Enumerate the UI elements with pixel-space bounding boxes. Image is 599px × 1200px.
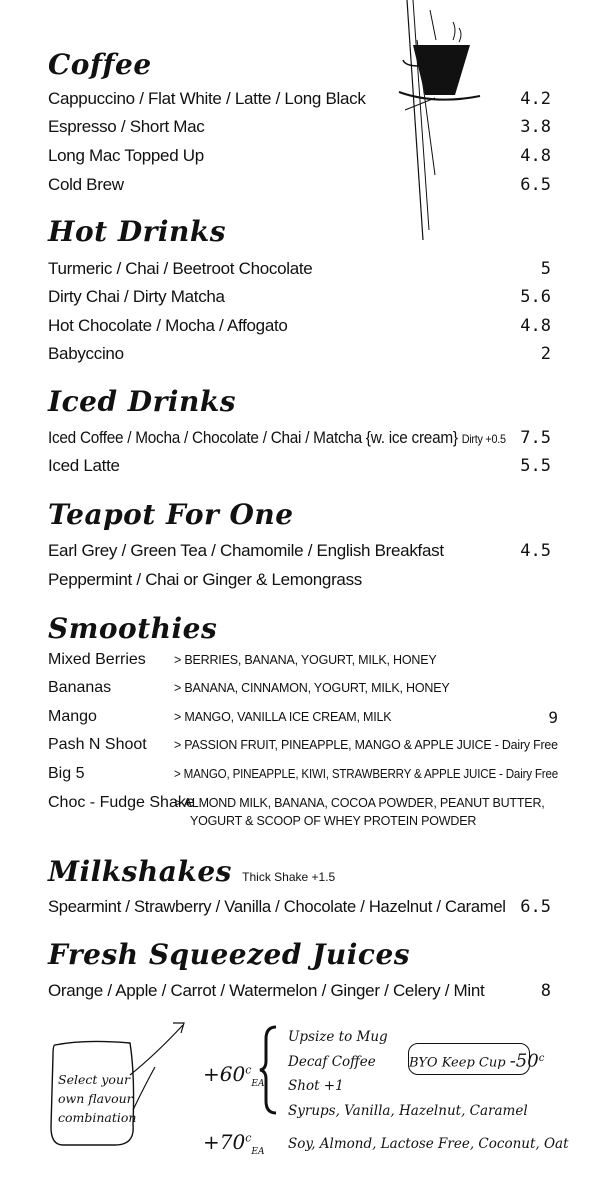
bubble-text [58,1070,136,1127]
item-price: 4.8 [520,316,551,336]
section-title-smoothies: Smoothies [48,612,218,645]
item-name: Long Mac Topped Up [48,146,204,165]
smoothie-item [48,765,558,789]
bubble-line: combination [58,1110,137,1125]
item-name: Hot Chocolate / Mocha / Affogato [48,316,288,335]
price-70-cents: c [245,1131,252,1145]
list-70: Soy, Almond, Lactose Free, Coconut, Oat [288,1136,569,1152]
item-price: 3.8 [520,117,551,137]
item-name: Mango [48,708,97,725]
item-price: 7.5 [520,428,551,448]
item-name: Bananas [48,679,112,696]
item-desc: > MANGO, VANILLA ICE CREAM, MILK [174,710,392,724]
menu-item [48,344,551,370]
price-60-value: +60 [203,1062,246,1086]
item-price: 4.2 [520,89,551,109]
section-title-hot-drinks: Hot Drinks [48,215,227,248]
price-70-value: +70 [203,1130,246,1154]
item-price: 6.5 [520,897,551,917]
menu-item [48,175,551,201]
smoothie-item [48,736,558,760]
menu-item [48,259,551,285]
item-name: Pash N Shoot [48,736,147,753]
price-60-each: EA [251,1079,265,1089]
item-name: Earl Grey / Green Tea / Chamomile / English Breakfast [48,541,444,560]
section-title-teapot: Teapot For One [48,498,294,531]
price-70 [203,1130,264,1157]
milkshakes-note: Thick Shake +1.5 [242,870,336,884]
list-60-item: Syrups, Vanilla, Hazelnut, Caramel [288,1102,528,1119]
price-60-cents: c [245,1063,252,1077]
smoothie-item [48,794,558,838]
item-price: 5.5 [520,456,551,476]
item-name: Cappuccino / Flat White / Latte / Long Black [48,89,366,108]
list-60-item: Shot +1 [288,1078,344,1094]
smoothie-item [48,708,558,732]
item-name: Mixed Berries [48,651,146,668]
item-name: Orange / Apple / Carrot / Watermelon / Ginger / Celery / Mint [48,981,485,1000]
item-name: Big 5 [48,765,85,782]
menu-item [48,146,551,172]
menu-item [48,570,551,596]
item-desc-line-2: YOGURT & SCOOP OF WHEY PROTEIN POWDER [190,814,477,828]
item-name: Cold Brew [48,175,124,194]
byo-label: BYO Keep Cup [409,1055,506,1071]
item-desc: > MANGO, PINEAPPLE, KIWI, STRAWBERRY & APPLE JUICE - Dairy Free [174,767,559,781]
menu-item [48,316,551,342]
item-price: 6.5 [520,175,551,195]
item-price: 8 [540,981,551,1001]
menu-item [48,428,551,454]
milkshakes-title: Milkshakes [48,855,232,888]
menu-item [48,117,551,143]
item-desc: > ALMOND MILK, BANANA, COCOA POWDER, PEANUT BUTTER, [174,796,545,810]
brace-icon [258,1025,280,1115]
byo-cents: c [538,1053,545,1064]
bubble-line: Select your [58,1072,130,1087]
menu-item [48,287,551,313]
item-name: Babyccino [48,344,124,363]
item-name: Choc - Fudge Shake [48,794,195,811]
item-price: 4.5 [520,541,551,561]
item-desc: > PASSION FRUIT, PINEAPPLE, MANGO & APPLE JUICE - Dairy Free [174,738,558,752]
list-60-item: Decaf Coffee [288,1053,376,1070]
item-price: 2 [540,344,551,364]
item-price: 5.6 [520,287,551,307]
section-title-milkshakes [48,855,335,888]
byo-keep-cup-box [408,1043,545,1075]
item-price: 5 [540,259,551,279]
price-60 [203,1062,264,1089]
menu-item [48,541,551,567]
item-name: Peppermint / Chai or Ginger & Lemongrass [48,570,362,589]
menu-item [48,897,551,923]
price-70-each: EA [251,1147,265,1157]
item-note: Dirty +0.5 [461,432,506,446]
item-name-text: Iced Coffee / Mocha / Chocolate / Chai / Matcha {w. ice cream} [48,428,458,447]
smoothies-price: 9 [548,708,558,727]
smoothie-item [48,651,558,675]
item-name [48,428,506,448]
section-title-iced-drinks: Iced Drinks [48,385,236,418]
menu-item [48,456,551,482]
item-name: Turmeric / Chai / Beetroot Chocolate [48,259,313,278]
list-60-item: Upsize to Mug [288,1029,388,1045]
menu-item [48,89,551,115]
bubble-line: own flavour [58,1091,133,1106]
item-name: Espresso / Short Mac [48,117,205,136]
smoothie-item [48,679,558,703]
byo-price: -50 [509,1050,539,1072]
menu-item [48,981,551,1007]
item-name: Spearmint / Strawberry / Vanilla / Chocolate / Hazelnut / Caramel [48,897,506,916]
section-title-juices: Fresh Squeezed Juices [48,938,411,971]
item-desc: > BERRIES, BANANA, YOGURT, MILK, HONEY [174,653,437,667]
section-title-coffee: Coffee [48,48,152,81]
item-name: Iced Latte [48,456,120,475]
item-name: Dirty Chai / Dirty Matcha [48,287,225,306]
item-price: 4.8 [520,146,551,166]
item-desc: > BANANA, CINNAMON, YOGURT, MILK, HONEY [174,681,450,695]
